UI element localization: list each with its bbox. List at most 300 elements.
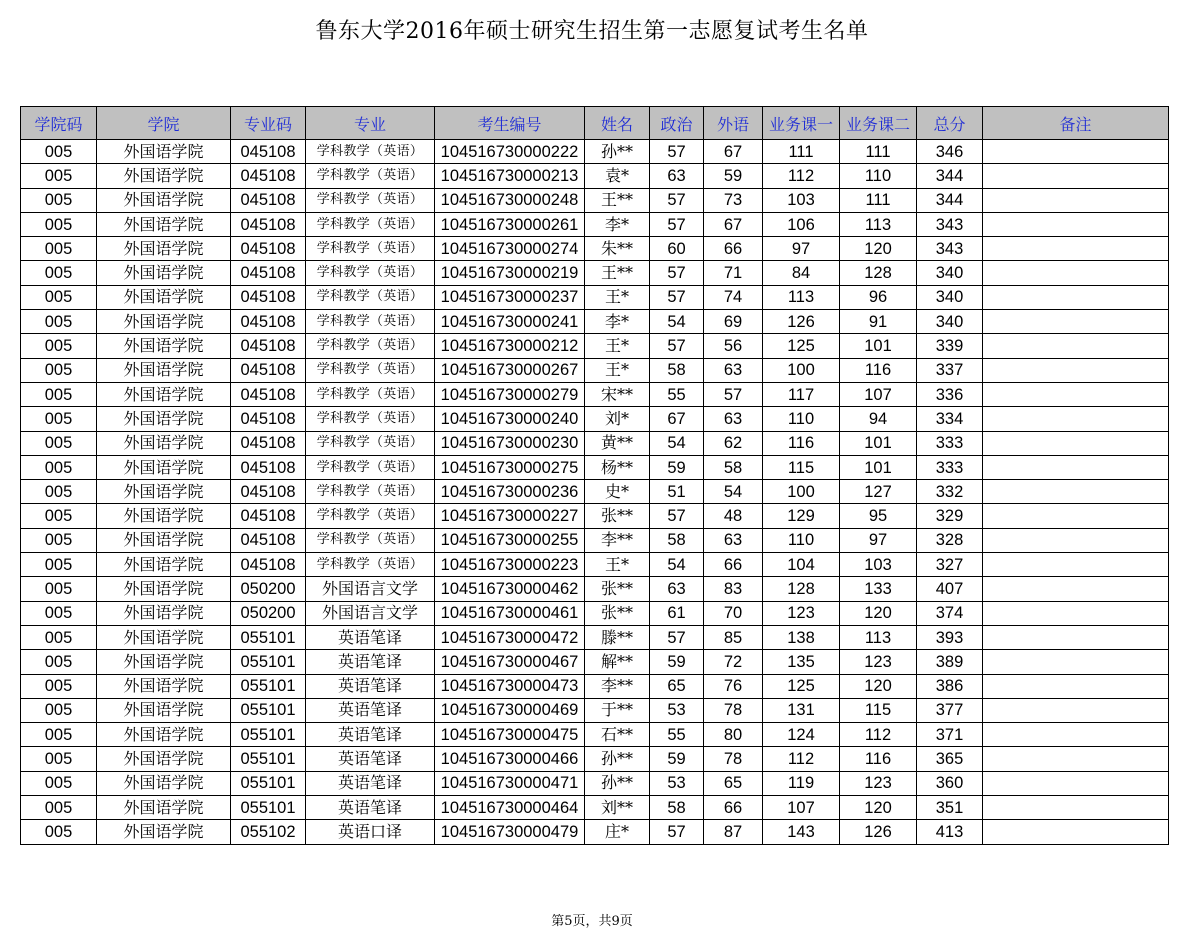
cell-major-code: 045108 <box>231 237 306 261</box>
cell-major-code: 055101 <box>231 625 306 649</box>
cell-college-code: 005 <box>21 261 97 285</box>
cell-college: 外国语学院 <box>97 747 231 771</box>
cell-major-code: 045108 <box>231 358 306 382</box>
cell-subject-1-score: 110 <box>763 528 840 552</box>
cell-remarks <box>983 771 1169 795</box>
table-row <box>21 237 1169 261</box>
cell-major: 英语笔译 <box>306 796 435 820</box>
cell-candidate-id: 104516730000462 <box>435 577 585 601</box>
cell-politics-score: 57 <box>650 625 704 649</box>
table-row <box>21 820 1169 844</box>
table-row <box>21 747 1169 771</box>
cell-politics-score: 63 <box>650 164 704 188</box>
cell-candidate-id: 104516730000241 <box>435 310 585 334</box>
cell-college-code: 005 <box>21 212 97 236</box>
table-row <box>21 771 1169 795</box>
cell-total-score: 340 <box>917 285 983 309</box>
table-row <box>21 407 1169 431</box>
cell-remarks <box>983 261 1169 285</box>
table-row <box>21 188 1169 212</box>
cell-major: 英语笔译 <box>306 674 435 698</box>
cell-major: 学科教学（英语） <box>306 164 435 188</box>
col-header-major-code: 专业码 <box>231 107 306 140</box>
cell-subject-1-score: 104 <box>763 553 840 577</box>
cell-name: 王* <box>585 553 650 577</box>
cell-total-score: 333 <box>917 431 983 455</box>
cell-remarks <box>983 431 1169 455</box>
cell-major: 学科教学（英语） <box>306 212 435 236</box>
cell-candidate-id: 104516730000473 <box>435 674 585 698</box>
cell-total-score: 393 <box>917 625 983 649</box>
cell-college: 外国语学院 <box>97 553 231 577</box>
candidate-table <box>20 106 1169 845</box>
cell-major-code: 045108 <box>231 310 306 334</box>
cell-name: 于** <box>585 698 650 722</box>
cell-college: 外国语学院 <box>97 140 231 164</box>
cell-subject-1-score: 135 <box>763 650 840 674</box>
cell-foreign-language-score: 72 <box>704 650 763 674</box>
cell-major-code: 045108 <box>231 455 306 479</box>
cell-foreign-language-score: 62 <box>704 431 763 455</box>
cell-remarks <box>983 237 1169 261</box>
cell-total-score: 407 <box>917 577 983 601</box>
cell-foreign-language-score: 71 <box>704 261 763 285</box>
cell-college-code: 005 <box>21 504 97 528</box>
cell-subject-1-score: 115 <box>763 455 840 479</box>
cell-college: 外国语学院 <box>97 310 231 334</box>
cell-foreign-language-score: 57 <box>704 382 763 406</box>
col-header-major: 专业 <box>306 107 435 140</box>
cell-foreign-language-score: 83 <box>704 577 763 601</box>
cell-politics-score: 54 <box>650 431 704 455</box>
cell-major-code: 045108 <box>231 504 306 528</box>
cell-subject-1-score: 97 <box>763 237 840 261</box>
cell-college-code: 005 <box>21 407 97 431</box>
cell-major: 学科教学（英语） <box>306 504 435 528</box>
cell-candidate-id: 104516730000471 <box>435 771 585 795</box>
table-row <box>21 285 1169 309</box>
cell-remarks <box>983 820 1169 844</box>
cell-remarks <box>983 650 1169 674</box>
table-row <box>21 140 1169 164</box>
cell-college-code: 005 <box>21 237 97 261</box>
cell-major-code: 055102 <box>231 820 306 844</box>
cell-subject-2-score: 110 <box>840 164 917 188</box>
cell-college: 外国语学院 <box>97 285 231 309</box>
cell-total-score: 334 <box>917 407 983 431</box>
table-row <box>21 261 1169 285</box>
cell-name: 李* <box>585 212 650 236</box>
cell-total-score: 343 <box>917 212 983 236</box>
cell-politics-score: 63 <box>650 577 704 601</box>
cell-college: 外国语学院 <box>97 431 231 455</box>
cell-foreign-language-score: 87 <box>704 820 763 844</box>
table-row <box>21 601 1169 625</box>
cell-remarks <box>983 698 1169 722</box>
cell-name: 石** <box>585 723 650 747</box>
cell-candidate-id: 104516730000479 <box>435 820 585 844</box>
cell-college-code: 005 <box>21 650 97 674</box>
cell-major-code: 045108 <box>231 261 306 285</box>
cell-major-code: 045108 <box>231 140 306 164</box>
cell-politics-score: 57 <box>650 188 704 212</box>
cell-candidate-id: 104516730000472 <box>435 625 585 649</box>
cell-subject-1-score: 126 <box>763 310 840 334</box>
cell-college-code: 005 <box>21 358 97 382</box>
cell-subject-1-score: 128 <box>763 577 840 601</box>
cell-college-code: 005 <box>21 747 97 771</box>
cell-candidate-id: 104516730000240 <box>435 407 585 431</box>
cell-politics-score: 54 <box>650 553 704 577</box>
page-footer: 第5页，共9页 <box>551 914 633 929</box>
cell-name: 李** <box>585 528 650 552</box>
cell-name: 王* <box>585 285 650 309</box>
cell-candidate-id: 104516730000467 <box>435 650 585 674</box>
col-header-subject-1: 业务课一 <box>763 107 840 140</box>
cell-candidate-id: 104516730000461 <box>435 601 585 625</box>
cell-politics-score: 57 <box>650 261 704 285</box>
cell-major-code: 045108 <box>231 164 306 188</box>
cell-major: 英语笔译 <box>306 625 435 649</box>
cell-subject-1-score: 112 <box>763 164 840 188</box>
cell-subject-2-score: 120 <box>840 601 917 625</box>
cell-total-score: 377 <box>917 698 983 722</box>
cell-major-code: 050200 <box>231 601 306 625</box>
cell-subject-1-score: 84 <box>763 261 840 285</box>
cell-remarks <box>983 285 1169 309</box>
cell-major: 英语笔译 <box>306 650 435 674</box>
cell-subject-2-score: 116 <box>840 358 917 382</box>
cell-college: 外国语学院 <box>97 358 231 382</box>
table-row <box>21 382 1169 406</box>
cell-subject-1-score: 107 <box>763 796 840 820</box>
cell-subject-1-score: 143 <box>763 820 840 844</box>
cell-college-code: 005 <box>21 480 97 504</box>
cell-politics-score: 57 <box>650 212 704 236</box>
page-title: 鲁东大学2016年硕士研究生招生第一志愿复试考生名单 <box>315 19 869 44</box>
cell-subject-1-score: 100 <box>763 480 840 504</box>
cell-name: 滕** <box>585 625 650 649</box>
cell-candidate-id: 104516730000236 <box>435 480 585 504</box>
cell-total-score: 374 <box>917 601 983 625</box>
cell-major-code: 045108 <box>231 188 306 212</box>
cell-remarks <box>983 310 1169 334</box>
cell-foreign-language-score: 74 <box>704 285 763 309</box>
cell-college: 外国语学院 <box>97 796 231 820</box>
table-row <box>21 480 1169 504</box>
cell-remarks <box>983 601 1169 625</box>
cell-total-score: 413 <box>917 820 983 844</box>
table-row <box>21 334 1169 358</box>
cell-foreign-language-score: 66 <box>704 237 763 261</box>
cell-college: 外国语学院 <box>97 212 231 236</box>
cell-subject-2-score: 96 <box>840 285 917 309</box>
table-body <box>21 140 1169 845</box>
cell-politics-score: 51 <box>650 480 704 504</box>
cell-foreign-language-score: 78 <box>704 747 763 771</box>
cell-foreign-language-score: 78 <box>704 698 763 722</box>
cell-total-score: 333 <box>917 455 983 479</box>
cell-college: 外国语学院 <box>97 674 231 698</box>
cell-college-code: 005 <box>21 455 97 479</box>
col-header-politics: 政治 <box>650 107 704 140</box>
cell-name: 黄** <box>585 431 650 455</box>
cell-remarks <box>983 358 1169 382</box>
cell-foreign-language-score: 48 <box>704 504 763 528</box>
cell-politics-score: 57 <box>650 820 704 844</box>
cell-college: 外国语学院 <box>97 382 231 406</box>
cell-major: 学科教学（英语） <box>306 455 435 479</box>
cell-total-score: 337 <box>917 358 983 382</box>
cell-politics-score: 53 <box>650 771 704 795</box>
cell-total-score: 386 <box>917 674 983 698</box>
cell-subject-2-score: 116 <box>840 747 917 771</box>
cell-name: 王** <box>585 188 650 212</box>
cell-subject-2-score: 107 <box>840 382 917 406</box>
cell-name: 王** <box>585 261 650 285</box>
cell-politics-score: 58 <box>650 528 704 552</box>
cell-subject-1-score: 124 <box>763 723 840 747</box>
cell-candidate-id: 104516730000222 <box>435 140 585 164</box>
cell-name: 解** <box>585 650 650 674</box>
cell-politics-score: 53 <box>650 698 704 722</box>
cell-subject-2-score: 113 <box>840 625 917 649</box>
cell-major: 学科教学（英语） <box>306 237 435 261</box>
cell-politics-score: 59 <box>650 747 704 771</box>
cell-major-code: 045108 <box>231 382 306 406</box>
cell-major-code: 055101 <box>231 723 306 747</box>
cell-total-score: 332 <box>917 480 983 504</box>
cell-major-code: 045108 <box>231 528 306 552</box>
col-header-college: 学院 <box>97 107 231 140</box>
cell-subject-2-score: 94 <box>840 407 917 431</box>
cell-subject-1-score: 129 <box>763 504 840 528</box>
cell-name: 孙** <box>585 747 650 771</box>
cell-major: 学科教学（英语） <box>306 553 435 577</box>
cell-college-code: 005 <box>21 698 97 722</box>
cell-candidate-id: 104516730000267 <box>435 358 585 382</box>
cell-name: 张** <box>585 577 650 601</box>
cell-candidate-id: 104516730000255 <box>435 528 585 552</box>
cell-college-code: 005 <box>21 382 97 406</box>
cell-subject-2-score: 127 <box>840 480 917 504</box>
cell-candidate-id: 104516730000469 <box>435 698 585 722</box>
cell-foreign-language-score: 65 <box>704 771 763 795</box>
cell-major: 学科教学（英语） <box>306 528 435 552</box>
cell-total-score: 371 <box>917 723 983 747</box>
cell-subject-2-score: 101 <box>840 455 917 479</box>
cell-politics-score: 55 <box>650 382 704 406</box>
cell-subject-1-score: 131 <box>763 698 840 722</box>
cell-subject-2-score: 111 <box>840 140 917 164</box>
col-header-subject-2: 业务课二 <box>840 107 917 140</box>
cell-subject-1-score: 119 <box>763 771 840 795</box>
cell-subject-2-score: 133 <box>840 577 917 601</box>
cell-remarks <box>983 723 1169 747</box>
cell-subject-2-score: 95 <box>840 504 917 528</box>
cell-major: 学科教学（英语） <box>306 261 435 285</box>
cell-total-score: 340 <box>917 310 983 334</box>
cell-candidate-id: 104516730000223 <box>435 553 585 577</box>
cell-foreign-language-score: 63 <box>704 528 763 552</box>
col-header-total: 总分 <box>917 107 983 140</box>
cell-major: 英语笔译 <box>306 698 435 722</box>
cell-remarks <box>983 674 1169 698</box>
cell-college: 外国语学院 <box>97 237 231 261</box>
cell-subject-2-score: 120 <box>840 674 917 698</box>
cell-subject-1-score: 113 <box>763 285 840 309</box>
cell-major: 学科教学（英语） <box>306 407 435 431</box>
cell-major-code: 045108 <box>231 285 306 309</box>
cell-foreign-language-score: 54 <box>704 480 763 504</box>
cell-major: 外国语言文学 <box>306 577 435 601</box>
cell-politics-score: 59 <box>650 650 704 674</box>
cell-total-score: 365 <box>917 747 983 771</box>
cell-major-code: 055101 <box>231 747 306 771</box>
cell-remarks <box>983 796 1169 820</box>
cell-college: 外国语学院 <box>97 480 231 504</box>
cell-subject-1-score: 117 <box>763 382 840 406</box>
cell-college-code: 005 <box>21 431 97 455</box>
cell-subject-2-score: 91 <box>840 310 917 334</box>
cell-name: 张** <box>585 504 650 528</box>
cell-college: 外国语学院 <box>97 407 231 431</box>
cell-remarks <box>983 407 1169 431</box>
cell-college-code: 005 <box>21 310 97 334</box>
table-row <box>21 431 1169 455</box>
table-header-row <box>21 107 1169 140</box>
cell-foreign-language-score: 59 <box>704 164 763 188</box>
cell-politics-score: 57 <box>650 140 704 164</box>
cell-major: 学科教学（英语） <box>306 140 435 164</box>
cell-college-code: 005 <box>21 164 97 188</box>
cell-major: 学科教学（英语） <box>306 285 435 309</box>
cell-total-score: 328 <box>917 528 983 552</box>
cell-college-code: 005 <box>21 334 97 358</box>
cell-subject-1-score: 103 <box>763 188 840 212</box>
cell-college: 外国语学院 <box>97 723 231 747</box>
cell-major: 学科教学（英语） <box>306 431 435 455</box>
cell-subject-1-score: 125 <box>763 674 840 698</box>
cell-subject-2-score: 97 <box>840 528 917 552</box>
cell-remarks <box>983 625 1169 649</box>
cell-remarks <box>983 382 1169 406</box>
cell-remarks <box>983 140 1169 164</box>
cell-college: 外国语学院 <box>97 188 231 212</box>
table-row <box>21 723 1169 747</box>
cell-name: 张** <box>585 601 650 625</box>
col-header-college-code: 学院码 <box>21 107 97 140</box>
cell-subject-1-score: 100 <box>763 358 840 382</box>
table-row <box>21 504 1169 528</box>
col-header-remarks: 备注 <box>983 107 1169 140</box>
cell-major-code: 045108 <box>231 480 306 504</box>
cell-major-code: 045108 <box>231 407 306 431</box>
table-row <box>21 455 1169 479</box>
cell-major: 学科教学（英语） <box>306 310 435 334</box>
cell-major-code: 055101 <box>231 674 306 698</box>
table-row <box>21 796 1169 820</box>
cell-major: 英语口译 <box>306 820 435 844</box>
cell-total-score: 344 <box>917 188 983 212</box>
cell-candidate-id: 104516730000475 <box>435 723 585 747</box>
cell-subject-1-score: 116 <box>763 431 840 455</box>
cell-politics-score: 65 <box>650 674 704 698</box>
cell-candidate-id: 104516730000213 <box>435 164 585 188</box>
cell-major: 学科教学（英语） <box>306 480 435 504</box>
cell-college-code: 005 <box>21 553 97 577</box>
cell-remarks <box>983 455 1169 479</box>
cell-foreign-language-score: 67 <box>704 212 763 236</box>
cell-subject-2-score: 111 <box>840 188 917 212</box>
cell-college-code: 005 <box>21 674 97 698</box>
cell-subject-2-score: 123 <box>840 771 917 795</box>
cell-subject-1-score: 111 <box>763 140 840 164</box>
cell-candidate-id: 104516730000261 <box>435 212 585 236</box>
cell-college-code: 005 <box>21 188 97 212</box>
cell-subject-1-score: 106 <box>763 212 840 236</box>
cell-subject-2-score: 115 <box>840 698 917 722</box>
cell-major: 外国语言文学 <box>306 601 435 625</box>
cell-total-score: 346 <box>917 140 983 164</box>
cell-politics-score: 57 <box>650 334 704 358</box>
table-row <box>21 625 1169 649</box>
cell-name: 王* <box>585 358 650 382</box>
cell-foreign-language-score: 67 <box>704 140 763 164</box>
cell-total-score: 327 <box>917 553 983 577</box>
cell-politics-score: 59 <box>650 455 704 479</box>
cell-politics-score: 67 <box>650 407 704 431</box>
cell-candidate-id: 104516730000275 <box>435 455 585 479</box>
cell-total-score: 329 <box>917 504 983 528</box>
cell-subject-2-score: 126 <box>840 820 917 844</box>
cell-college: 外国语学院 <box>97 504 231 528</box>
cell-remarks <box>983 577 1169 601</box>
cell-subject-2-score: 128 <box>840 261 917 285</box>
cell-college: 外国语学院 <box>97 601 231 625</box>
cell-name: 李* <box>585 310 650 334</box>
cell-college: 外国语学院 <box>97 771 231 795</box>
cell-major-code: 050200 <box>231 577 306 601</box>
cell-foreign-language-score: 63 <box>704 358 763 382</box>
cell-college-code: 005 <box>21 601 97 625</box>
cell-major: 学科教学（英语） <box>306 188 435 212</box>
cell-foreign-language-score: 76 <box>704 674 763 698</box>
cell-college: 外国语学院 <box>97 577 231 601</box>
cell-foreign-language-score: 73 <box>704 188 763 212</box>
cell-college-code: 005 <box>21 723 97 747</box>
cell-remarks <box>983 334 1169 358</box>
cell-politics-score: 58 <box>650 796 704 820</box>
cell-remarks <box>983 212 1169 236</box>
cell-subject-2-score: 120 <box>840 796 917 820</box>
cell-subject-2-score: 120 <box>840 237 917 261</box>
cell-subject-2-score: 101 <box>840 431 917 455</box>
cell-candidate-id: 104516730000237 <box>435 285 585 309</box>
cell-foreign-language-score: 70 <box>704 601 763 625</box>
cell-total-score: 336 <box>917 382 983 406</box>
cell-major: 英语笔译 <box>306 747 435 771</box>
cell-subject-1-score: 125 <box>763 334 840 358</box>
cell-foreign-language-score: 56 <box>704 334 763 358</box>
cell-name: 刘* <box>585 407 650 431</box>
table-row <box>21 164 1169 188</box>
cell-college-code: 005 <box>21 820 97 844</box>
cell-major-code: 055101 <box>231 650 306 674</box>
cell-major-code: 045108 <box>231 431 306 455</box>
cell-politics-score: 57 <box>650 285 704 309</box>
cell-foreign-language-score: 80 <box>704 723 763 747</box>
